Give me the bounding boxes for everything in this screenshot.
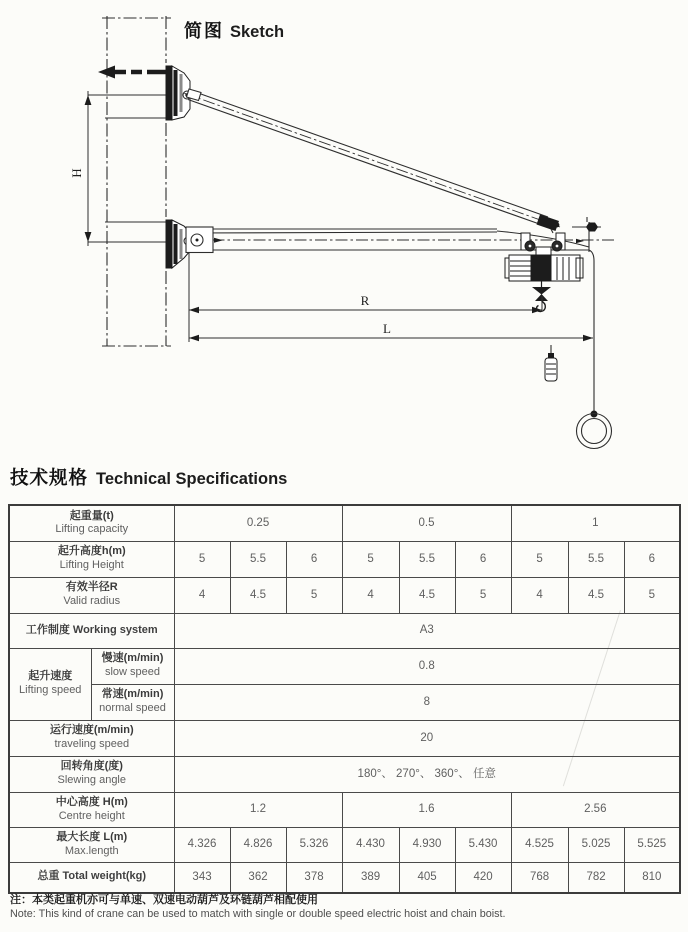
- capacity-value: 0.25: [174, 505, 342, 541]
- max-length-value: 5.430: [455, 827, 511, 862]
- weight-value: 389: [342, 862, 399, 893]
- label-zh: 慢速(m/min): [101, 652, 164, 665]
- label-zh: 起重量(t): [69, 509, 114, 522]
- height-value: 5: [511, 541, 568, 577]
- label-en: normal speed: [99, 702, 166, 714]
- label-en: Centre height: [58, 809, 125, 822]
- radius-value: 4: [511, 577, 568, 613]
- label-zh: 回转角度(度): [60, 760, 123, 773]
- spec-table: [8, 504, 681, 894]
- sketch-title: [184, 17, 284, 43]
- radius-value: 5: [286, 577, 342, 613]
- h-dimension-lines: [85, 91, 166, 246]
- section-heading-en: Technical Specifications: [96, 470, 288, 488]
- row-lifting-height: [9, 541, 680, 577]
- label-zh: 有效半径R: [65, 581, 118, 594]
- l-dimension-lines: [189, 335, 593, 341]
- traveling-speed-value: 20: [174, 720, 680, 756]
- label-en: Lifting capacity: [55, 523, 129, 536]
- row-working-system: [9, 613, 680, 648]
- slewing-angle-value: 180°、 270°、 360°、 任意: [174, 756, 680, 792]
- label-lifting-capacity: [9, 505, 174, 541]
- anchor-arrow: [98, 66, 172, 79]
- max-length-value: 5.326: [286, 827, 342, 862]
- capacity-value: 1: [511, 505, 680, 541]
- row-lifting-capacity: [9, 505, 680, 541]
- dim-label-r: R: [360, 293, 370, 308]
- label-slewing-angle: [9, 756, 174, 792]
- weight-value: 782: [568, 862, 624, 893]
- footnote-en: Note: This kind of crane can be used to match with single or double speed electric hoist and chain boist.: [10, 907, 506, 920]
- max-length-value: 4.826: [230, 827, 286, 862]
- height-value: 5.5: [568, 541, 624, 577]
- height-value: 6: [624, 541, 680, 577]
- label-zh: 最大长度 L(m): [56, 830, 128, 843]
- label-zh: 运行速度(m/min): [49, 724, 134, 737]
- label-centre-height: [9, 792, 174, 827]
- radius-value: 5: [624, 577, 680, 613]
- label-lifting-height: [9, 541, 174, 577]
- row-traveling-speed: [9, 720, 680, 756]
- footnote-zh: 注：本类起重机亦可与单速、双速电动葫芦及环链葫芦相配使用: [10, 894, 318, 906]
- height-value: 5.5: [399, 541, 455, 577]
- working-system-value: A3: [174, 613, 680, 648]
- weight-value: 768: [511, 862, 568, 893]
- row-valid-radius: [9, 577, 680, 613]
- radius-value: 4.5: [230, 577, 286, 613]
- label-en: Lifting Height: [59, 559, 124, 571]
- height-value: 5: [342, 541, 399, 577]
- dim-label-l: L: [383, 321, 391, 336]
- label-zh: 常速(m/min): [101, 688, 164, 701]
- wall-column-outline: [102, 16, 171, 346]
- label-working-system: 工作制度 Working system: [9, 613, 174, 648]
- label-en: Max.length: [64, 844, 119, 857]
- label-zh: 起升高度h(m): [57, 545, 126, 558]
- max-length-value: 4.930: [399, 827, 455, 862]
- label-en: Slewing angle: [57, 774, 126, 786]
- slow-speed-value: 0.8: [174, 648, 680, 684]
- label-lifting-speed: [9, 648, 91, 720]
- radius-value: 4.5: [568, 577, 624, 613]
- label-slow-speed: [91, 648, 174, 684]
- centre-height-value: 1.6: [342, 792, 511, 827]
- max-length-value: 4.326: [174, 827, 230, 862]
- label-en: slow speed: [104, 666, 161, 678]
- normal-speed-value: 8: [174, 684, 680, 720]
- weight-value: 343: [174, 862, 230, 893]
- weight-value: 362: [230, 862, 286, 893]
- footnote: [10, 894, 506, 921]
- radius-value: 4: [174, 577, 230, 613]
- max-length-value: 5.525: [624, 827, 680, 862]
- electric-hoist: [505, 255, 583, 281]
- control-cable-ring: [577, 261, 612, 449]
- row-centre-height: [9, 792, 680, 827]
- label-en: traveling speed: [54, 738, 130, 750]
- weight-value: 405: [399, 862, 455, 893]
- row-max-length: [9, 827, 680, 862]
- height-value: 6: [455, 541, 511, 577]
- spec-table-container: [8, 504, 681, 894]
- pendant-control: [545, 345, 557, 381]
- height-value: 5: [174, 541, 230, 577]
- row-slewing-angle: [9, 756, 680, 792]
- height-value: 5.5: [230, 541, 286, 577]
- section-heading-zh: 技术规格: [10, 467, 89, 488]
- row-slow-speed: [9, 648, 680, 684]
- sketch-title-zh: 简图: [184, 21, 224, 41]
- section-heading: [10, 464, 287, 490]
- label-zh: 起升速度: [28, 670, 73, 683]
- centre-height-value: 1.2: [174, 792, 342, 827]
- radius-value: 5: [455, 577, 511, 613]
- height-value: 6: [286, 541, 342, 577]
- row-total-weight: [9, 862, 680, 893]
- sketch-title-en: Sketch: [230, 23, 285, 41]
- label-valid-radius: [9, 577, 174, 613]
- radius-value: 4.5: [399, 577, 455, 613]
- label-traveling-speed: [9, 720, 174, 756]
- label-normal-speed: [91, 684, 174, 720]
- weight-value: 420: [455, 862, 511, 893]
- max-length-value: 4.525: [511, 827, 568, 862]
- capacity-value: 0.5: [342, 505, 511, 541]
- label-zh: 中心高度 H(m): [55, 795, 128, 808]
- max-length-value: 4.430: [342, 827, 399, 862]
- weight-value: 378: [286, 862, 342, 893]
- max-length-value: 5.025: [568, 827, 624, 862]
- label-max-length: [9, 827, 174, 862]
- weight-value: 810: [624, 862, 680, 893]
- radius-value: 4: [342, 577, 399, 613]
- row-normal-speed: [9, 684, 680, 720]
- jib-crane-sketch: [0, 0, 688, 462]
- dim-label-h: H: [69, 168, 84, 178]
- label-total-weight: 总重 Total weight(kg): [9, 862, 174, 893]
- tie-rod: [184, 89, 560, 233]
- centre-height-value: 2.56: [511, 792, 680, 827]
- label-en: Valid radius: [63, 595, 121, 607]
- label-en: Lifting speed: [19, 684, 82, 696]
